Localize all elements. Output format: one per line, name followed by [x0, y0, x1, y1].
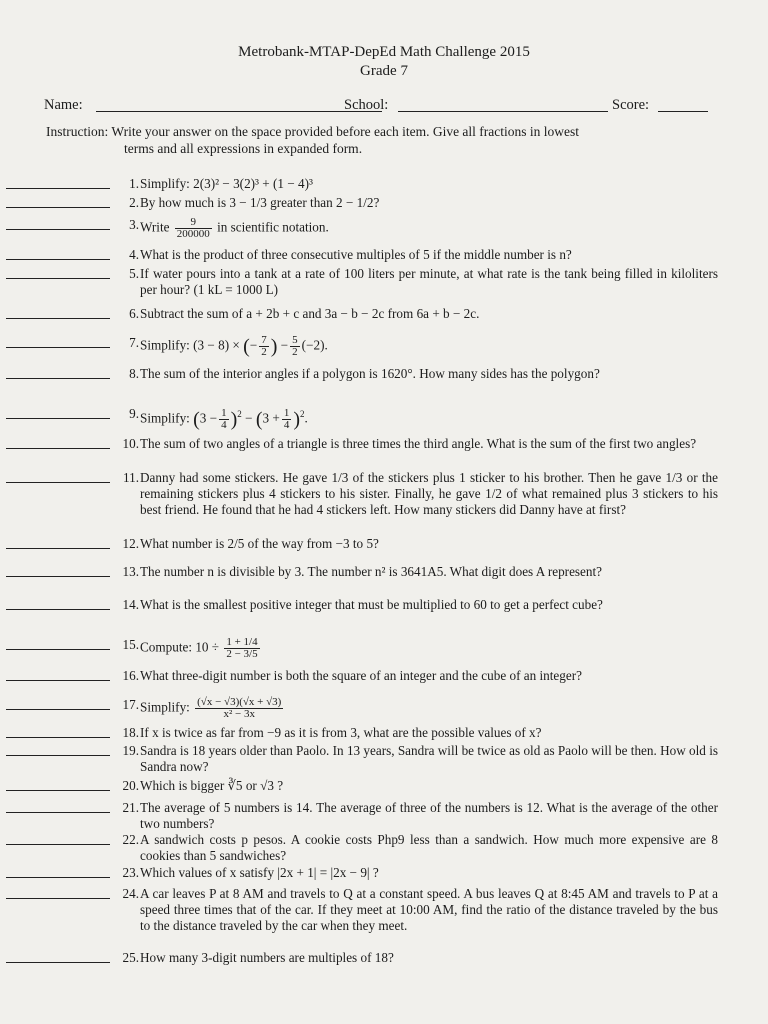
question-number: 14. — [122, 597, 139, 612]
text-part: Simplify: — [140, 699, 190, 715]
denominator: x² − 3x — [223, 708, 255, 720]
question-text: A car leaves P at 8 AM and travels to Q at a constant speed. A bus leaves Q at 8:45 AM and travels to P at a speed three times that of the car. If they meet at 10:00 AM, find the ratio of the distance traveled by the bus to the distance traveled by the car when they meet. — [140, 886, 718, 933]
answer-blank[interactable] — [6, 680, 110, 681]
answer-blank[interactable] — [6, 448, 110, 449]
answer-blank[interactable] — [6, 576, 110, 577]
answer-blank[interactable] — [6, 609, 110, 610]
answer-blank[interactable] — [6, 188, 110, 189]
question-number: 11. — [123, 470, 139, 485]
question-text: What three-digit number is both the square of an integer and the cube of an integer? — [140, 668, 582, 683]
question-text: The number n is divisible by 3. The number n² is 3641A5. What digit does A represent? — [140, 564, 603, 579]
question-number: 9. — [129, 406, 139, 421]
instruction-line-2: terms and all expressions in expanded form. — [124, 141, 363, 156]
fraction — [282, 408, 292, 431]
answer-blank[interactable] — [6, 649, 110, 650]
question-text: If water pours into a tank at a rate of 100 liters per minute, at what rate is the tank being filled in kiloliters per hour? (1 kL = 1000 L) — [140, 266, 718, 297]
answer-blank[interactable] — [6, 378, 110, 379]
answer-blank[interactable] — [6, 962, 110, 963]
fraction — [219, 408, 229, 431]
fraction — [195, 697, 283, 720]
score-label: Score: — [612, 97, 650, 113]
score-field[interactable] — [658, 97, 708, 112]
question-text: What number is 2/5 of the way from −3 to 5? — [140, 536, 379, 551]
question-text: Simplify: (3 − $\frac{1}{4}$ )$^2$ − (3 + $\frac{1}{4}$ )$^2$. — [140, 406, 308, 431]
question-text: Which is bigger ∛5 or √3 ? — [140, 778, 284, 793]
text-part: (−2). — [301, 337, 328, 353]
question-number: 25. — [122, 950, 139, 965]
fraction — [290, 335, 300, 358]
question-text: A sandwich costs p pesos. A cookie costs Php9 less than a sandwich. How much more expensive are 8 cookies than 5 sandwiches? — [140, 832, 718, 863]
question-text: What is the product of three consecutive multiples of 5 if the middle number is n? — [140, 247, 572, 262]
question-number: 21. — [122, 800, 139, 815]
grade-label: Grade 7 — [360, 63, 408, 79]
question-number: 7. — [129, 335, 139, 350]
denominator: 4 — [283, 418, 290, 431]
numerator: 7 — [261, 334, 267, 346]
question-text: Which values of x satisfy |2x + 1| = |2x − 9| ? — [140, 865, 379, 880]
question-text: The average of 5 numbers is 14. The average of three of the numbers is 12. What is the average of the other two numbers? — [140, 800, 718, 831]
text-part: Simplify: — [140, 410, 190, 426]
school-field[interactable] — [398, 97, 608, 112]
fraction — [259, 335, 269, 358]
question-number: 19. — [122, 743, 139, 758]
question-number: 23. — [122, 865, 139, 880]
question-text: What is the smallest positive integer that must be multiplied to 60 to get a perfect cube? — [140, 597, 603, 612]
question-number: 10. — [122, 436, 139, 451]
text-part: in scientific notation. — [217, 219, 329, 235]
question-number: 22. — [122, 832, 139, 847]
numerator: (√x − √3)(√x + √3) — [197, 696, 282, 708]
question-number: 6. — [129, 306, 139, 321]
answer-blank[interactable] — [6, 418, 110, 419]
answer-blank[interactable] — [6, 898, 110, 899]
name-label: Name: — [44, 97, 83, 113]
question-number: 18. — [122, 725, 139, 740]
numerator: 1 — [283, 406, 290, 419]
answer-blank[interactable] — [6, 548, 110, 549]
numerator: 9 — [175, 217, 212, 229]
denominator: 200000 — [176, 228, 210, 240]
denominator: 2 − 3/5 — [226, 648, 258, 660]
question-text: Simplify: (3 − 8) × (− $\frac{7}{2}$ ) − $\frac{5}{2}$ (−2). — [140, 334, 328, 358]
question-number: 20. — [122, 778, 139, 793]
question-number: 15. — [122, 637, 139, 652]
name-field[interactable] — [96, 97, 382, 112]
question-number: 13. — [122, 564, 139, 579]
answer-blank[interactable] — [6, 259, 110, 260]
question-text: If x is twice as far from −9 as it is from 3, what are the possible values of x? — [140, 725, 542, 740]
answer-blank[interactable] — [6, 737, 110, 738]
question-number: 1. — [129, 176, 139, 191]
numerator: 1 — [221, 406, 227, 419]
question-number: 2. — [129, 195, 139, 210]
question-number: 4. — [129, 247, 139, 262]
answer-blank[interactable] — [6, 207, 110, 208]
contest-title: Metrobank-MTAP-DepEd Math Challenge 2015 — [238, 44, 530, 60]
text-part: Write — [140, 219, 170, 235]
question-text: Danny had some stickers. He gave 1/3 of the stickers plus 1 sticker to his brother. Then he gave 1/3 or the remaining stickers plus 4 stickers to his sister. Finally, he gave 1/2 of what remained plus 3 stickers to his best friend. He found that he had 4 stickers left. How many stickers did Danny have at first? — [140, 470, 718, 517]
question-number: 12. — [122, 536, 139, 551]
question-text: The sum of the interior angles if a polygon is 1620°. How many sides has the polygon? — [140, 366, 600, 381]
instruction — [46, 123, 726, 157]
school-label: School: — [344, 97, 389, 113]
question-number: 8. — [129, 366, 139, 381]
answer-blank[interactable] — [6, 790, 110, 791]
question-text: Sandra is 18 years older than Paolo. In 13 years, Sandra will be twice as old as Paolo will be then. How old is Sandra now? — [140, 743, 718, 774]
text-part: Compute: 10 ÷ — [140, 639, 220, 655]
question-number: 24. — [122, 886, 139, 901]
question-text — [140, 217, 718, 240]
answer-blank[interactable] — [6, 709, 110, 710]
answer-blank[interactable] — [6, 812, 110, 813]
text-part: Simplify: (3 − 8) × — [140, 337, 240, 353]
answer-blank[interactable] — [6, 229, 110, 230]
question-number: 3. — [129, 217, 139, 232]
answer-blank[interactable] — [6, 755, 110, 756]
answer-blank[interactable] — [6, 482, 110, 483]
answer-blank[interactable] — [6, 278, 110, 279]
question-number: 5. — [129, 266, 139, 281]
question-text: The sum of two angles of a triangle is three times the third angle. What is the sum of the first two angles? — [140, 436, 697, 451]
question-text: How many 3-digit numbers are multiples of 18? — [140, 950, 394, 965]
numerator: 5 — [292, 334, 298, 346]
question-number: 16. — [122, 668, 139, 683]
answer-blank[interactable] — [6, 318, 110, 319]
question-text: By how much is 3 − 1/3 greater than 2 − 1/2? — [140, 195, 380, 210]
header-fields — [44, 97, 724, 117]
question-text: Simplify: 2(3)² − 3(2)³ + (1 − 4)³ — [140, 176, 313, 191]
question-text — [140, 637, 718, 660]
denominator: 4 — [221, 418, 227, 431]
answer-blank[interactable] — [6, 877, 110, 878]
fraction — [175, 217, 212, 240]
question-text: Subtract the sum of a + 2b + c and 3a − b − 2c from 6a + b − 2c. — [140, 306, 480, 321]
instruction-line-1: Instruction: Write your answer on the space provided before each item. Give all fractions in lowest — [46, 124, 580, 139]
question-number: 17. — [122, 697, 139, 712]
answer-blank[interactable] — [6, 347, 110, 348]
answer-blank[interactable] — [6, 844, 110, 845]
question-text — [140, 697, 718, 720]
fraction — [224, 637, 259, 660]
denominator: 2 — [261, 346, 267, 358]
denominator: 2 — [292, 346, 298, 358]
numerator: 1 + 1/4 — [226, 636, 258, 648]
